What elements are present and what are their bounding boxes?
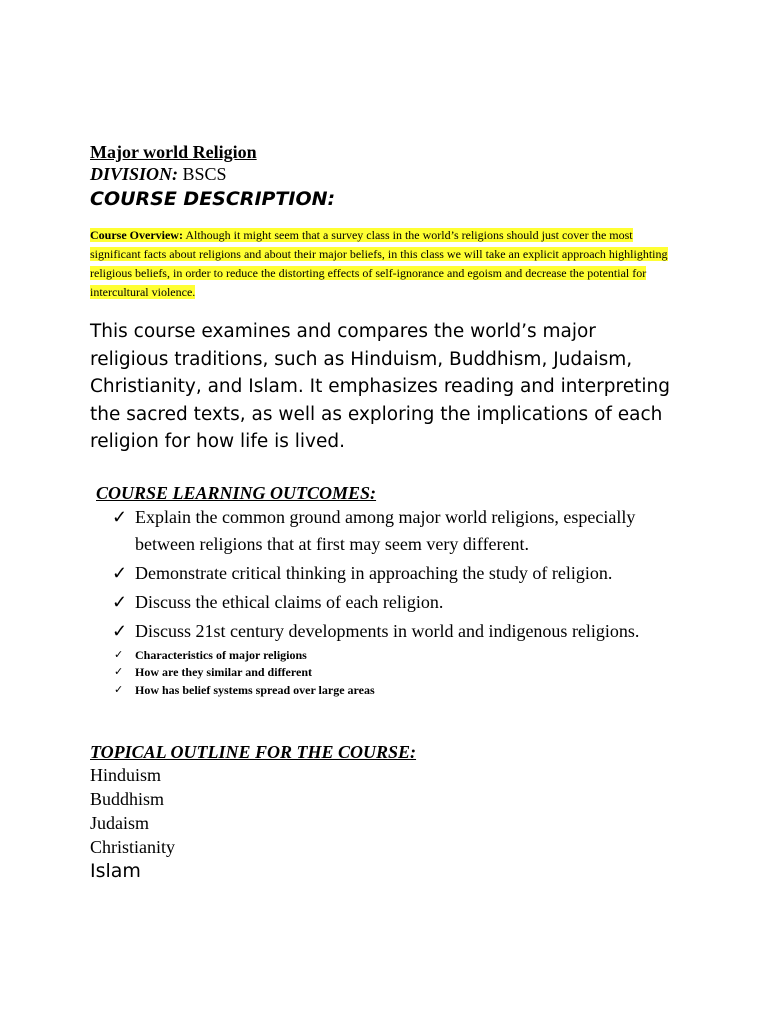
- course-description-heading: COURSE DESCRIPTION:: [90, 188, 336, 210]
- outcome-text: Discuss 21st century developments in world and indigenous religions.: [135, 620, 640, 641]
- list-item: [90, 682, 680, 700]
- topical-outline-list: [90, 763, 680, 883]
- document-page: [90, 141, 680, 883]
- list-item: [90, 647, 680, 665]
- sub-outcome-text: How are they similar and different: [135, 665, 312, 679]
- division-line: [90, 163, 680, 185]
- topical-outline-heading: TOPICAL OUTLINE FOR THE COURSE:: [90, 742, 417, 762]
- checkmark-icon: ✓: [112, 620, 128, 641]
- checkmark-icon: ✓: [112, 591, 128, 612]
- division-value: BSCS: [182, 164, 227, 184]
- checkmark-icon: ✓: [114, 666, 124, 678]
- learning-outcomes-list: [90, 504, 680, 645]
- list-item: Judaism: [90, 813, 150, 833]
- list-item: Hinduism: [90, 765, 162, 785]
- outcome-text: Explain the common ground among major world religions, especially between religions that at first may seem very different.: [135, 506, 636, 554]
- list-item: [90, 560, 680, 587]
- sub-outcome-text: Characteristics of major religions: [135, 647, 307, 662]
- course-overview: [90, 226, 675, 302]
- outcome-text: Discuss the ethical claims of each religion.: [135, 591, 444, 612]
- checkmark-icon: ✓: [114, 683, 124, 696]
- checkmark-icon: ✓: [114, 648, 124, 661]
- course-description-text: This course examines and compares the world’s major religious traditions, such as Hinduism, Buddhism, Judaism, Christianity, and Islam. It emphasizes reading and interpreting the sacred texts, as well as exploring the implications of each religion for how life is lived.: [90, 321, 670, 452]
- learning-outcomes-sublist: [90, 647, 680, 700]
- list-item: [90, 504, 680, 558]
- list-item: Buddhism: [90, 789, 165, 809]
- list-item: [90, 589, 680, 616]
- overview-text: Although it might seem that a survey class in the world’s religions should just cover the most significant facts about religions and about their major beliefs, in this class we will take an explicit approach highlighting religious beliefs, in order to reduce the distorting effects of self-ignorance and egoism and decrease the potential for intercultural violence.: [90, 228, 668, 299]
- overview-label: Course Overview:: [90, 228, 183, 242]
- list-item: [90, 618, 680, 645]
- checkmark-icon: ✓: [112, 506, 128, 527]
- sub-outcome-text: How has belief systems spread over large areas: [135, 682, 375, 697]
- checkmark-icon: ✓: [112, 562, 128, 583]
- overview-highlight: [90, 228, 668, 299]
- learning-outcomes-heading: COURSE LEARNING OUTCOMES:: [96, 482, 377, 503]
- outcome-text: Demonstrate critical thinking in approaching the study of religion.: [135, 562, 613, 583]
- division-label: DIVISION:: [90, 164, 179, 184]
- document-title: Major world Religion: [90, 142, 257, 162]
- list-item: Christianity: [90, 837, 175, 857]
- list-item: Islam: [90, 860, 141, 882]
- list-item: [90, 664, 680, 682]
